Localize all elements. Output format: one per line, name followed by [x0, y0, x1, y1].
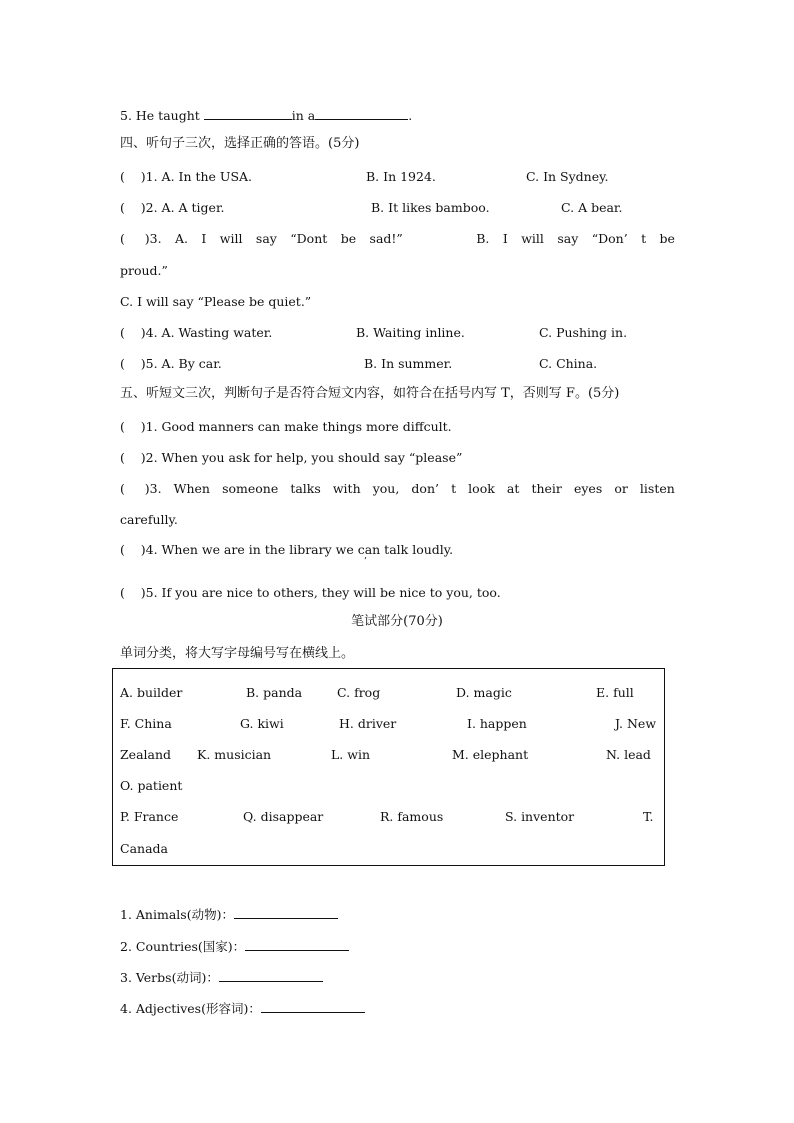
- word-item: H. driver: [339, 716, 397, 731]
- word-item: F. China: [120, 716, 172, 731]
- s4-q3-line: [120, 230, 675, 248]
- s4-q1-option-b: B. In 1924.: [366, 169, 436, 184]
- answer-blank[interactable]: [204, 106, 292, 120]
- word-item: S. inventor: [505, 809, 575, 824]
- q5-mid: in a: [291, 108, 316, 123]
- s4-q3-word: will: [521, 231, 544, 246]
- word-item: K. musician: [197, 747, 272, 762]
- fill-in-question-5: [120, 106, 412, 125]
- word-item: Canada: [120, 841, 168, 856]
- q5-end: .: [408, 108, 413, 123]
- word-item: O. patient: [120, 778, 183, 793]
- s4-q3-continuation: proud.”: [120, 263, 168, 278]
- s5-s3-word: eyes: [573, 481, 603, 496]
- s5-s3-word: someone: [222, 481, 279, 496]
- s5-s3-word: you,: [372, 481, 400, 496]
- s4-q3-word: be: [659, 231, 675, 246]
- s5-s3-word: with: [332, 481, 361, 496]
- s4-q1-option-c: C. In Sydney.: [526, 169, 609, 184]
- s4-q4-option-b: B. Waiting inline.: [356, 325, 465, 340]
- word-item: M. elephant: [452, 747, 529, 762]
- answer-blank[interactable]: [245, 937, 349, 951]
- s5-s3-word: look: [468, 481, 495, 496]
- s5-statement-1: ( )1. Good manners can make things more diffcult.: [120, 419, 452, 434]
- category-verbs: [120, 968, 323, 987]
- word-item: A. builder: [120, 685, 183, 700]
- s5-s3-word: When: [173, 481, 210, 496]
- s4-q3-word: say: [255, 231, 277, 246]
- s4-q3-word: B.: [476, 231, 490, 246]
- s4-q1-stem: ( )1. A. In the USA.: [120, 169, 253, 184]
- word-item: T.: [643, 809, 654, 824]
- s4-q3-word: I: [502, 231, 508, 246]
- category-adjectives: [120, 999, 365, 1018]
- s4-q3-word: will: [219, 231, 243, 246]
- s4-q5-option-c: C. China.: [539, 356, 598, 371]
- s5-s3-word: or: [614, 481, 628, 496]
- s5-statement-4: ( )4. When we are in the library we can talk loudly.: [120, 542, 454, 557]
- word-item: L. win: [331, 747, 370, 762]
- written-part-title: 笔试部分(70分): [351, 614, 443, 629]
- answer-blank[interactable]: [234, 905, 338, 919]
- word-item: P. France: [120, 809, 179, 824]
- s4-q3-word: say: [557, 231, 579, 246]
- s4-q3-word: t: [641, 231, 647, 246]
- s4-q3-word: be: [340, 231, 357, 246]
- stray-comma-mark: ’: [364, 557, 367, 567]
- s4-q5-stem: ( )5. A. By car.: [120, 356, 222, 371]
- s4-q4-option-c: C. Pushing in.: [539, 325, 628, 340]
- s5-statement-3-line: [120, 480, 675, 498]
- s4-q5-option-b: B. In summer.: [364, 356, 453, 371]
- section4-heading: 四、听句子三次，选择正确的答语。(5分): [120, 136, 360, 151]
- s5-s3-word: talks: [290, 481, 321, 496]
- word-bank-box: [112, 668, 665, 866]
- category-label: 2. Countries(国家)：: [120, 939, 246, 954]
- s5-statement-3-continuation: carefully.: [120, 512, 178, 527]
- word-item: Zealand: [120, 747, 172, 762]
- answer-blank[interactable]: [261, 999, 365, 1013]
- word-item: E. full: [596, 685, 634, 700]
- s4-q2-option-b: B. It likes bamboo.: [371, 200, 490, 215]
- word-item: C. frog: [337, 685, 381, 700]
- s5-s3-word: don’: [411, 481, 439, 496]
- s5-statement-2: ( )2. When you ask for help, you should say “please”: [120, 450, 463, 465]
- s5-s3-word: their: [531, 481, 562, 496]
- word-item: I. happen: [467, 716, 527, 731]
- s5-statement-5: ( )5. If you are nice to others, they will be nice to you, too.: [120, 585, 501, 600]
- category-countries: [120, 937, 349, 956]
- word-item: B. panda: [246, 685, 303, 700]
- word-item: J. New: [615, 716, 657, 731]
- s4-q4-stem: ( )4. A. Wasting water.: [120, 325, 273, 340]
- answer-blank[interactable]: [315, 106, 408, 120]
- s5-s3-word: listen: [639, 481, 675, 496]
- word-item: N. lead: [606, 747, 651, 762]
- s4-q3-word: I: [201, 231, 207, 246]
- category-label: 1. Animals(动物)：: [120, 907, 234, 922]
- s4-q3-word: “Don’: [591, 231, 628, 246]
- category-label: 3. Verbs(动词)：: [120, 970, 219, 985]
- category-label: 4. Adjectives(形容词)：: [120, 1001, 261, 1016]
- word-item: R. famous: [380, 809, 444, 824]
- s4-q2-stem: ( )2. A. A tiger.: [120, 200, 225, 215]
- s4-q3-option-c: C. I will say “Please be quiet.”: [120, 294, 312, 309]
- s4-q3-word: ( )3.: [120, 231, 162, 246]
- section5-heading: 五、听短文三次，判断句子是否符合短文内容，如符合在括号内写 T，否则写 F。(5分): [120, 386, 620, 401]
- s4-q3-word: A.: [174, 231, 188, 246]
- s5-s3-word: ( )3.: [120, 481, 162, 496]
- q5-prefix: 5. He taught: [120, 108, 204, 123]
- s4-q2-option-c: C. A bear.: [561, 200, 623, 215]
- s5-s3-word: t: [451, 481, 457, 496]
- answer-blank[interactable]: [219, 968, 323, 982]
- s5-s3-word: at: [506, 481, 520, 496]
- word-item: G. kiwi: [240, 716, 284, 731]
- word-item: Q. disappear: [243, 809, 324, 824]
- s4-q3-word: “Dont: [290, 231, 328, 246]
- word-item: D. magic: [456, 685, 512, 700]
- category-animals: [120, 905, 338, 924]
- s4-q3-word: sad!”: [369, 231, 403, 246]
- word-sort-instruction: 单词分类，将大写字母编号写在横线上。: [120, 646, 355, 661]
